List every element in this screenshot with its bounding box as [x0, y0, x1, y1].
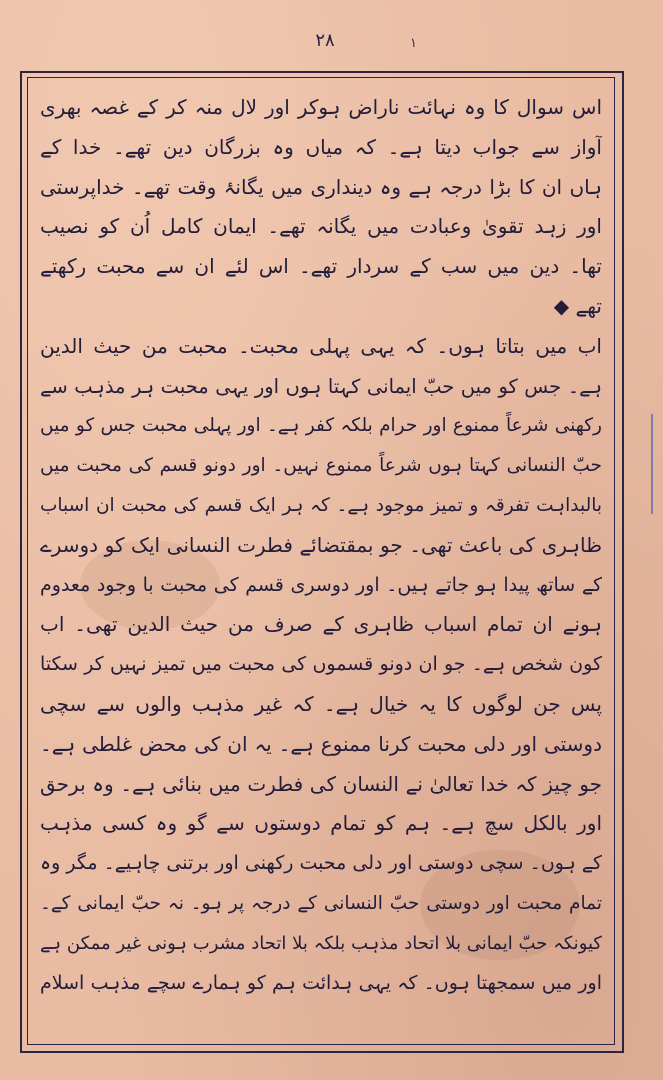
- text-line: ہونے ان تمام اسباب ظاہری کے صرف من حیث الدین تھی۔ اب: [40, 612, 602, 637]
- text-line: کون شخص ہے۔ جو ان دونو قسموں کی محبت میں تمیز نہیں کر سکتا: [40, 653, 602, 676]
- text-line: آواز سے جواب دیتا ہے۔ کہ میاں وہ بزرگان دین تھے۔ خدا کے: [40, 134, 602, 159]
- text-line: اور زہد تقویٰ وعبادت میں یگانہ تھے۔ ایمان کامل اُن کو نصیب: [40, 214, 602, 239]
- text-line: حبّ النسانی کہتا ہوں شرعاً ممنوع نہیں۔ اور دونو قسم کی محبت میں: [40, 455, 602, 477]
- text-line: دوستی اور دلی محبت کرنا ممنوع ہے۔ یہ ان کی محض غلطی ہے۔: [40, 731, 602, 756]
- text-line: اس سوال کا وہ نہائت ناراض ہوکر اور لال منہ کر کے غصہ بھری: [40, 95, 602, 119]
- margin-pen-stroke: [651, 414, 653, 514]
- text-line: کے ہوں۔ سچی دوستی اور دلی محبت رکھنی اور برتنی چاہیے۔ مگر وہ: [40, 852, 602, 875]
- urdu-text-block: [40, 88, 602, 1038]
- text-line: تھے ◆: [553, 293, 602, 318]
- text-line: کے ساتھ پیدا ہو جاتے ہیں۔ اور دوسری قسم کی محبت با وجود معدوم: [40, 573, 602, 596]
- text-line: بالبداہت تفرقہ و تمیز موجود ہے۔ کہ ہر ایک قسم کی محبت ان اسباب: [40, 494, 602, 516]
- text-line: جو چیز کہ خدا تعالیٰ نے النسان کی فطرت میں بنائی ہے۔ وہ برحق: [40, 771, 602, 796]
- text-line: اب میں بتاتا ہوں۔ کہ یہی پہلی محبت۔ محبت من حیث الدین: [40, 333, 602, 358]
- text-line: ہاں ان کا بڑا درجہ ہے وہ دینداری میں یگانۂ وقت تھے۔ خداپرستی: [40, 174, 602, 199]
- text-line: ہے۔ جس کو میں حبّ ایمانی کہتا ہوں اور یہی محبت ہر مذہب سے: [40, 374, 602, 398]
- text-line: کیونکہ حبّ ایمانی بلا اتحاد مذہب بلکہ بلا اتحاد مشرب ہونی غیر ممکن ہے: [40, 932, 602, 954]
- page-number: ۲۸: [315, 30, 335, 51]
- text-line: تمام محبت اور دوستی حبّ النسانی کے درجہ پر ہو۔ نہ حبّ ایمانی کے۔: [40, 892, 602, 914]
- corner-mark: ۱: [410, 36, 417, 51]
- text-line: ظاہری کی باعث تھی۔ جو بمقتضائے فطرت النسانی ایک کو دوسرے: [40, 532, 602, 557]
- text-line: پس جن لوگوں کا یہ خیال ہے۔ کہ غیر مذہب والوں سے سچی: [40, 691, 602, 716]
- text-line: اور میں سمجھتا ہوں۔ کہ یہی ہدائت ہم کو ہمارے سچے مذہب اسلام: [40, 971, 602, 994]
- text-line: اور بالکل سچ ہے۔ ہم کو تمام دوستوں سے گو وہ کسی مذہب: [40, 811, 602, 836]
- text-line: رکھنی شرعاً ممنوع اور حرام بلکہ کفر ہے۔ اور پہلی محبت جس کو میں: [40, 415, 602, 437]
- text-line: تھا۔ دین میں سب کے سردار تھے۔ اس لئے ان سے محبت رکھتے: [40, 254, 602, 279]
